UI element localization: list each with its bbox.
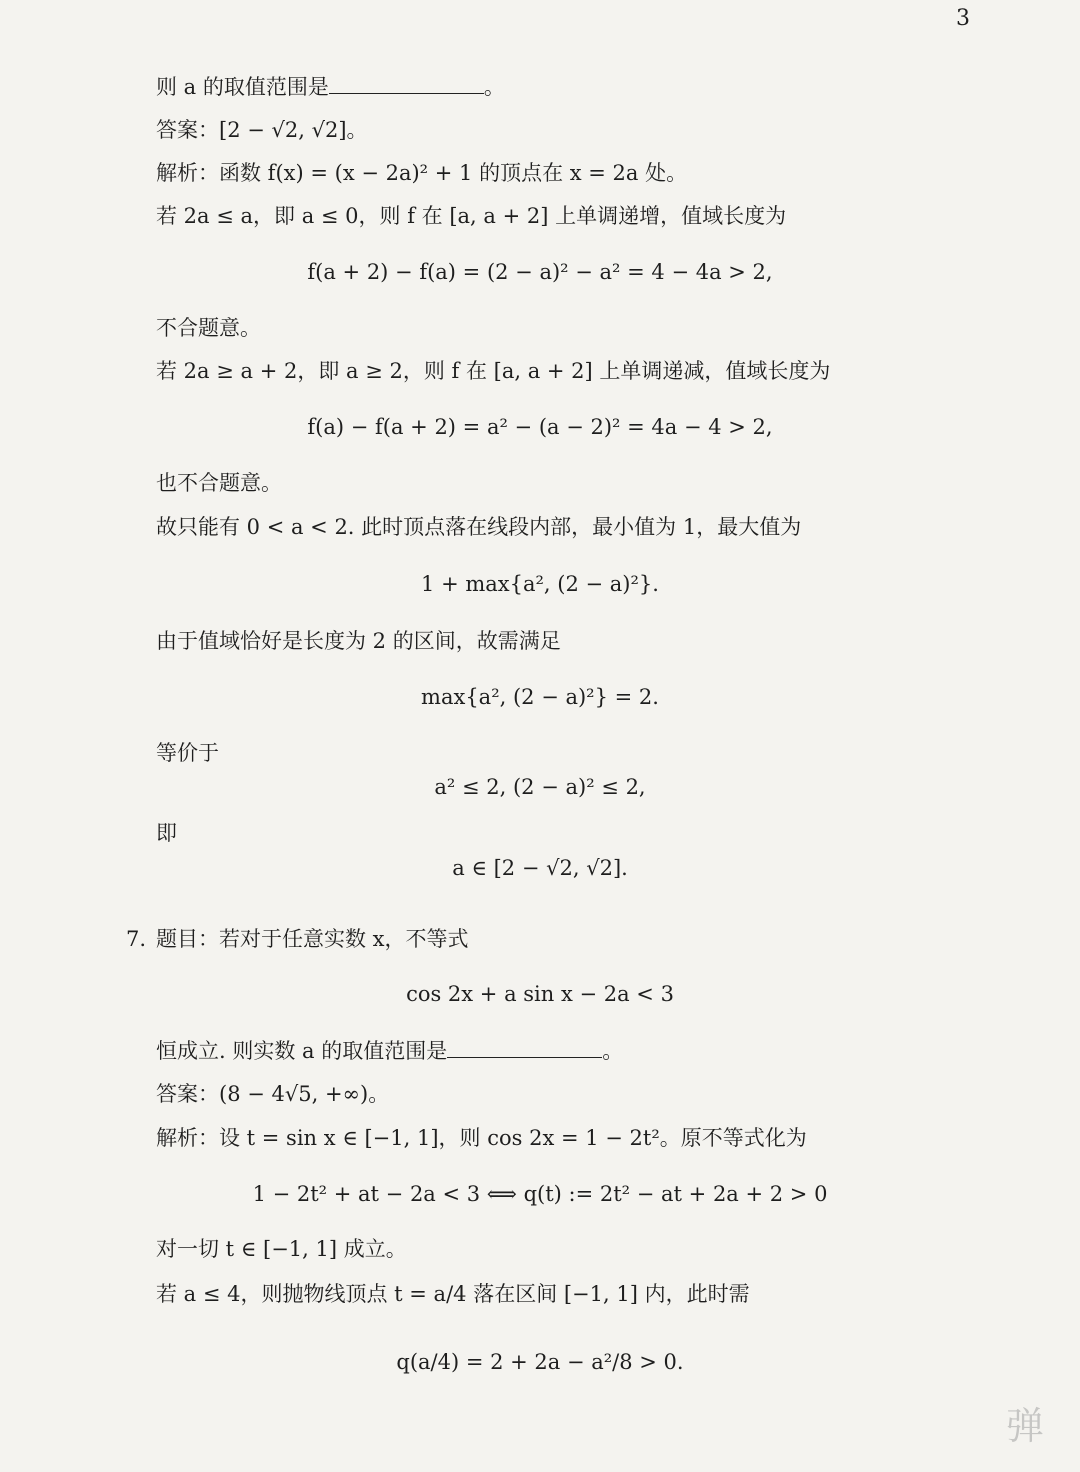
answer-blank	[447, 1039, 602, 1058]
q7-prompt-end: 。	[602, 1039, 624, 1063]
page-number: 3	[956, 6, 970, 31]
q6-range-equation: max{a², (2 − a)²} = 2.	[421, 685, 659, 709]
q7-analysis-intro: 解析：设 t = sin x ∈ [−1, 1]，则 cos 2x = 1 − 2t²。原不等式化为	[156, 1126, 807, 1150]
q6-prompt-tail	[156, 72, 505, 102]
q7-transform-equation: 1 − 2t² + at − 2a < 3 ⟺ q(t) := 2t² − at + 2a + 2 > 0	[252, 1182, 828, 1206]
q6-final-equation: a ∈ [2 − √2, √2].	[452, 856, 628, 880]
q6-answer: 答案：[2 − √2, √2]。	[156, 118, 368, 142]
q7-case1-equation: q(a/4) = 2 + 2a − a²/8 > 0.	[396, 1350, 684, 1374]
q6-case3-equation: 1 + max{a², (2 − a)²}.	[421, 572, 659, 596]
q7-prompt-tail	[156, 1036, 623, 1066]
q7-case1: 若 a ≤ 4，则抛物线顶点 t = a/4 落在区间 [−1, 1] 内，此时需	[156, 1282, 750, 1306]
q7-number: 7.	[126, 927, 147, 951]
q7-inequality: cos 2x + a sin x − 2a < 3	[406, 982, 674, 1006]
answer-blank	[329, 75, 484, 94]
q6-ji-text: 即	[156, 821, 177, 845]
q7-answer: 答案：(8 − 4√5, +∞)。	[156, 1082, 390, 1106]
q7-prompt-text: 恒成立. 则实数 a 的取值范围是	[156, 1039, 448, 1063]
q6-case2-conclusion: 也不合题意。	[156, 471, 282, 495]
q6-case1-conclusion: 不合题意。	[156, 316, 261, 340]
q6-case2-equation: f(a) − f(a + 2) = a² − (a − 2)² = 4a − 4 > 2,	[307, 415, 773, 439]
q6-range-text: 由于值域恰好是长度为 2 的区间，故需满足	[156, 629, 561, 653]
q6-case1: 若 2a ≤ a，即 a ≤ 0，则 f 在 [a, a + 2] 上单调递增，值域长度为	[156, 204, 787, 228]
watermark-logo: 弹	[1005, 1404, 1044, 1448]
q6-prompt-end: 。	[483, 75, 505, 99]
q6-prompt-text: 则 a 的取值范围是	[156, 75, 329, 99]
q7-prompt: 题目：若对于任意实数 x，不等式	[156, 927, 469, 951]
q6-case2: 若 2a ≥ a + 2，即 a ≥ 2，则 f 在 [a, a + 2] 上单调递减，值域长度为	[156, 359, 831, 383]
q6-case1-equation: f(a + 2) − f(a) = (2 − a)² − a² = 4 − 4a > 2,	[307, 260, 773, 284]
q7-holds-text: 对一切 t ∈ [−1, 1] 成立。	[156, 1237, 407, 1261]
q6-case3: 故只能有 0 < a < 2. 此时顶点落在线段内部，最小值为 1，最大值为	[156, 515, 802, 539]
q6-equiv-equation: a² ≤ 2, (2 − a)² ≤ 2,	[434, 775, 646, 799]
q6-equiv-text: 等价于	[156, 741, 219, 765]
q6-analysis-intro: 解析：函数 f(x) = (x − 2a)² + 1 的顶点在 x = 2a 处。	[156, 161, 688, 185]
